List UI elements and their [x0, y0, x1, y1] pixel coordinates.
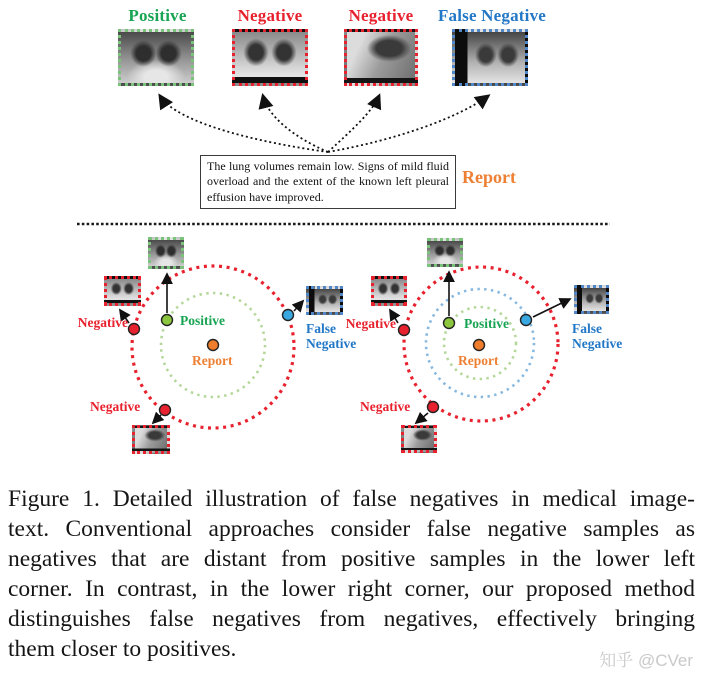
- left-report-dot: [208, 340, 219, 351]
- right-false-negative-arrow: [533, 299, 570, 317]
- left-positive-dot: [162, 315, 173, 326]
- watermark: 知乎 @CVer: [599, 651, 693, 670]
- caption-line: Figure 1. Detailed illustration of false negatives in medical image-: [8, 486, 695, 512]
- right-label-false-negative: Negative: [572, 336, 623, 351]
- right-label-positive: Positive: [464, 316, 509, 331]
- left-negative-bottom-arrow: [153, 415, 161, 423]
- xray-negative-2: [344, 29, 418, 86]
- right-xray-negative-bottom: [401, 425, 437, 453]
- right-positive-dot: [444, 318, 455, 329]
- right-label-negative-bottom: Negative: [360, 399, 411, 414]
- caption-line: text. Conventional approaches consider false negative samples as: [8, 516, 695, 542]
- right-negative-bottom-arrow: [416, 413, 428, 423]
- label-false-negative: False Negative: [437, 6, 547, 25]
- left-false-negative-arrow: [294, 301, 303, 311]
- arrow-to-negative-xray-1: [263, 96, 328, 152]
- arrow-to-positive-xray: [160, 96, 328, 152]
- left-negative-bottom-dot: [160, 405, 171, 416]
- figure-caption: [8, 484, 695, 664]
- left-label-false-negative: Negative: [306, 336, 357, 351]
- left-label-positive: Positive: [180, 313, 225, 328]
- label-positive: Positive: [128, 6, 187, 25]
- right-report-dot: [474, 340, 485, 351]
- xray-false-negative: [452, 29, 528, 86]
- right-xray-negative-top: [371, 276, 407, 306]
- left-false-negative-dot: [283, 310, 294, 321]
- caption-line: negatives that are distant from positive samples in the lower left: [8, 546, 695, 572]
- right-xray-positive: [427, 238, 463, 267]
- left-negative-top-dot: [129, 324, 140, 335]
- right-negative-top-dot: [399, 325, 410, 336]
- report-to-xray-arrows: [160, 96, 488, 152]
- arrow-to-false-negative-xray: [328, 96, 488, 152]
- left-xray-negative-top: [104, 276, 141, 306]
- left-xray-positive: [148, 237, 184, 269]
- left-label-report: Report: [192, 353, 233, 368]
- left-xray-false-negative: [306, 286, 343, 315]
- label-negative-1: Negative: [237, 6, 303, 25]
- left-label-negative-top: Negative: [77, 315, 128, 330]
- xray-positive: [118, 29, 194, 86]
- right-label-negative-top: Negative: [345, 316, 396, 331]
- caption-line: them closer to positives.: [8, 636, 237, 662]
- report-label: Report: [462, 167, 516, 187]
- caption-line: distinguishes false negatives from negatives, effectively bringing: [8, 606, 695, 632]
- caption-line: corner. In contrast, in the lower right corner, our proposed method: [8, 576, 695, 602]
- left-label-negative-bottom: Negative: [90, 399, 141, 414]
- xray-negative-1: [232, 29, 308, 86]
- left-xray-negative-bottom: [132, 425, 170, 454]
- right-negative-bottom-dot: [428, 402, 439, 413]
- right-label-false: False: [572, 321, 602, 336]
- left-label-false: False: [306, 321, 336, 336]
- label-negative-2: Negative: [348, 6, 414, 25]
- right-xray-false-negative: [574, 285, 609, 314]
- right-label-report: Report: [458, 353, 499, 368]
- report-text-box: The lung volumes remain low. Signs of mild fluid overload and the extent of the known left pleural effusion have improved.: [200, 155, 456, 209]
- right-false-negative-dot: [521, 315, 532, 326]
